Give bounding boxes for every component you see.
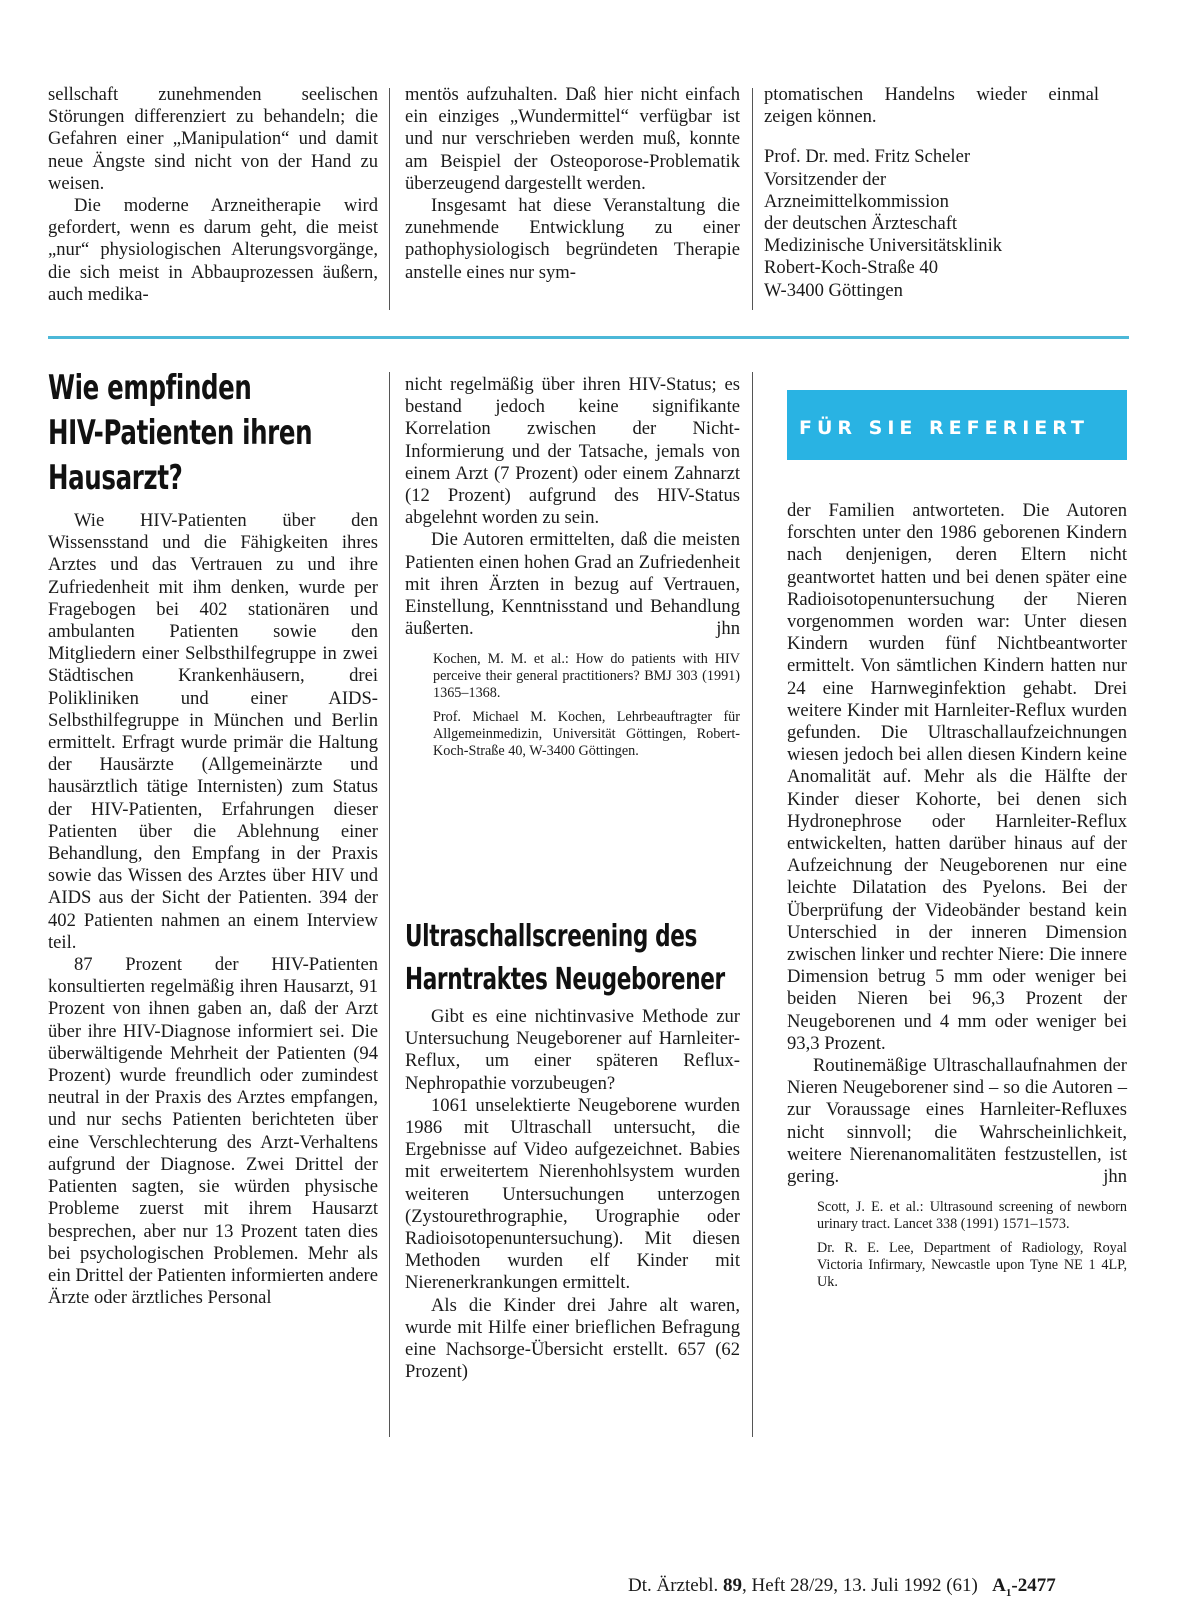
paragraph: Als die Kinder drei Jahre alt waren, wurde mit Hilfe einer brieflichen Befragung eine Nachsorge-Übersicht erstellt. 657 (62 Prozent) [405,1294,740,1383]
paragraph: sellschaft zunehmenden seelischen Störungen differenziert zu behandeln; die Gefahren einer „Manipulation“ und damit neue Ängste sind nicht von der Hand zu weisen. [48,84,378,194]
author-initials: jhn [1103,1166,1127,1188]
signature-line: Robert-Koch-Straße 40 [764,257,939,279]
page-number: $A_1-2477$ [992,1575,1056,1599]
headline-line: Hausarzt? [48,458,183,498]
paragraph: 87 Prozent der HIV-Patienten konsultierten regelmäßig ihren Hausarzt, 91 Prozent von ihnen gaben an, daß der Arzt über ihre HIV-Diagnose informiert sei. Die überwältigende Mehrheit der Patienten (94 Prozent) wurde freundlich oder zumindest neutral in der Praxis des Arztes empfangen, und nur sechs Patienten berichteten über eine Verschlechterung des Arzt-Verhaltens aufgrund der Diagnose. Zwei Drittel der Patienten sagten, sie würden physische Probleme zuerst mit ihrem Hausarzt besprechen, aber nur 13 Prozent taten dies bei psychologischen Problemen. Mehr als ein Drittel der Patienten informierten andere Ärzte oder ärztliches Personal [48,954,378,1309]
article-2-column-3 [787,500,1127,1298]
rubric-label: FÜR SIE REFERIERT [799,417,1089,439]
volume-number: 89 [722,1575,742,1596]
paragraph: Routinemäßige Ultraschallaufnahmen der Nieren Neugeborener sind – so die Autoren – zur Voraussage eines Harnleiter-Refluxes nicht sinnvoll; die Wahrscheinlichkeit, weitere Nierenanomalitäten festzustellen, ist gering. [787,1055,1127,1188]
top-column-3 [764,84,1099,302]
top-column-1 [48,84,378,306]
headline-line: Ultraschallscreening des [405,919,698,954]
reference-citation: Scott, J. E. et al.: Ultrasound screening of newborn urinary tract. Lancet 338 (1991) 1571–1573. [817,1198,1127,1232]
headline-line: HIV-Patienten ihren [48,413,313,453]
column-divider [389,88,390,310]
paragraph: Insgesamt hat diese Veranstaltung die zunehmende Entwicklung zu einer pathophysiologisch begründeten Therapie anstelle eines nur sym- [405,195,740,283]
reference-citation: Kochen, M. M. et al.: How do patients with HIV perceive their general practitioners? BMJ 303 (1991) 1365–1368. [433,650,740,701]
section-rubric [787,390,1127,460]
paragraph: der Familien antworteten. Die Autoren forschten unter den 1986 geborenen Kindern nach denjenigen, deren Eltern nicht geantwortet hatten und bei denen später eine Radioisotopenuntersuchung der Nieren vorgenommen worden war: Unter diesen Kindern wurden fünf Nichtbeantworter ermittelt. Von sämtlichen Kindern hatten nur 24 eine Harnweginfektion gehabt. Drei weitere Kinder mit Harnleiter-Reflux wurden gefunden. Die Ultraschallaufzeichnungen wiesen jedoch bei allen diesen Kindern keine Anomalität auf. Mehr als die Hälfte der Kinder dieser Kohorte, bei denen sich Hydronephrose oder Harnleiter-Reflux entwickelten, hatten darüber hinaus auf der Aufzeichnung der Neugeborenen nur eine leichte Dilatation des Pyelons. Bei der Überprüfung der Videobänder bestand kein Unterschied in der inneren Dimension zwischen linker und rechter Niere: Die innere Dimension betrug 5 mm oder weniger bei beiden Nieren bei 96,3 Prozent der Neugeborenen und 4 mm oder weniger bei 93,3 Prozent. [787,500,1127,1054]
paragraph: 1061 unselektierte Neugeborene wurden 1986 mit Ultraschall untersucht, die Ergebnisse auf Video aufgezeichnet. Babies mit erweitertem Nierenhohlsystem wurden weiteren Untersuchungen unterzogen (Zystourethrographie, Urographie oder Radioisotopenuntersuchung). Mit diesen Methoden wurden elf Kinder mit Nierenerkrankungen ermittelt. [405,1094,740,1294]
reference-address: Dr. R. E. Lee, Department of Radiology, Royal Victoria Infirmary, Newcastle upon Tyne NE 1 4LP, Uk. [817,1239,1127,1290]
top-column-2 [405,84,740,284]
issue-info: , Heft 28/29, 13. Juli 1992 (61) [741,1575,978,1596]
headline-line: Wie empfinden [48,368,252,408]
section-divider [48,336,1129,339]
paragraph: ptomatischen Handelns wieder einmal zeigen können. [764,84,1099,128]
paragraph: Die Autoren ermittelten, daß die meisten Patienten einen hohen Grad an Zufriedenheit mit ihren Ärzten in bezug auf Vertrauen, Einstellung, Kenntnisstand und Behandlung äußerten. [405,529,740,640]
article-1-headline [48,366,336,501]
article-2-column-2 [405,1006,740,1383]
signature-block [764,146,1099,301]
signature-line: Arzneimittelkommission [764,190,949,212]
signature-line: W-3400 Göttingen [764,279,903,301]
paragraph: Die moderne Arzneitherapie wird gefordert, wenn es darum geht, die meist „nur“ physiologischen Alterungsvorgänge, die sich meist in Abbauprozessen äußern, auch medika- [48,195,378,305]
references [817,1199,1127,1291]
column-divider [752,88,753,310]
paragraph: nicht regelmäßig über ihren HIV-Status; es bestand jedoch keine signifikante Korrelation zwischen der Nicht-Informierung und der Tatsache, jemals von einem Arzt (7 Prozent) oder einem Zahnarzt (12 Prozent) aufgrund des HIV-Status abgelehnt worden zu sein. [405,374,740,529]
column-divider [389,372,390,1437]
column-divider [752,372,753,1437]
article-1-column-1 [48,510,378,1309]
signature-line: Prof. Dr. med. Fritz Scheler [764,146,971,168]
signature-line: Medizinische Universitätsklinik [764,235,1003,257]
article-1-column-2 [405,374,740,767]
author-initials: jhn [716,618,740,640]
headline-line: Harntraktes Neugeborener [405,962,725,997]
references [433,651,740,760]
reference-address: Prof. Michael M. Kochen, Lehrbeauftragter für Allgemeinmedizin, Universität Göttingen, Robert-Koch-Straße 40, W-3400 Göttingen. [433,708,740,759]
page-footer [628,1575,1056,1599]
journal-name: Dt. Ärztebl. [628,1575,719,1596]
paragraph: Wie HIV-Patienten über den Wissensstand und die Fähigkeiten ihres Arztes und das Vertrauen zu und ihre Zufriedenheit mit ihm denken, wurde per Fragebogen bei 402 stationären und ambulanten Patienten sowie den Mitgliedern einer Selbsthilfegruppe in zwei Städtischen Krankenhäusern, drei Polikliniken und einer AIDS-Selbsthilfegruppe in München und Berlin ermittelt. Erfragt wurde primär die Haltung der Hausärzte (Allgemeinärzte und hausärztlich tätige Internisten) zum Status der HIV-Patienten, Erfahrungen dieser Patienten über die Ablehnung einer Behandlung, den Empfang in der Praxis sowie das Wissen des Arztes über HIV und AIDS aus der Sicht der Patienten. 394 der 402 Patienten nahmen an einem Interview teil. [48,510,378,953]
paragraph: Gibt es eine nichtinvasive Methode zur Untersuchung Neugeborener auf Harnleiter-Reflux, um einer späteren Reflux-Nephropathie vorzubeugen? [405,1006,740,1094]
signature-line: Vorsitzender der [764,168,887,190]
signature-line: der deutschen Ärzteschaft [764,213,958,235]
paragraph: mentös aufzuhalten. Daß hier nicht einfach ein einziges „Wundermittel“ verfügbar ist und nur verschrieben werden muß, konnte am Beispiel der Osteoporose-Problematik überzeugend dargestellt werden. [405,84,740,194]
article-2-headline [405,915,743,1001]
